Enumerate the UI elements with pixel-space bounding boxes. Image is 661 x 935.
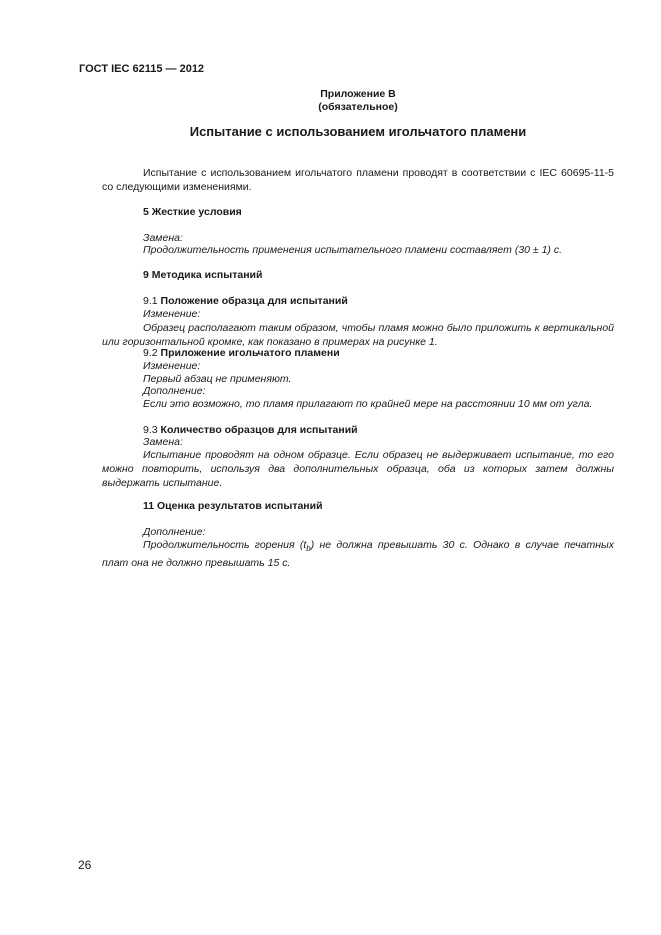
section-9-3-number: 9.3 <box>143 424 158 436</box>
section-11-label: Дополнение: <box>143 526 206 538</box>
section-11-text: Продолжительность горения $(t_b)$ не должна превышать 30 с. Однако в случае печатных плат она не должно превышать 15 с. <box>102 539 615 570</box>
section-9-2-text-1: Первый абзац не применяют. <box>143 373 292 385</box>
section-5-label: Замена: <box>143 232 183 244</box>
section-9-1-number: 9.1 <box>143 295 158 307</box>
section-9-2-text-2: Если это возможно, то пламя прилагают по крайней мере на расстоянии 10 мм от угла. <box>143 398 593 410</box>
section-9-2-number: 9.2 <box>143 347 158 359</box>
section-9-1-label: Изменение: <box>143 308 201 320</box>
section-9-3-text: Испытание проводят на одном образце. Если образец не выдерживает испытание, то его можно повторить, используя два дополнительных образца, оба из которых затем должны выдержать испытание. <box>102 449 614 489</box>
section-9-1-heading <box>143 294 348 308</box>
annex-type: (обязательное) <box>318 101 398 113</box>
section-5-text: Продолжительность применения испытательного пламени составляет (30 ± 1) с. <box>143 244 563 256</box>
intro-paragraph: Испытание с использованием игольчатого пламени проводят в соответствии с IEC 60695-11-5 со следующими изменениями. <box>102 167 614 193</box>
section-9-2-label-2: Дополнение: <box>143 385 206 397</box>
section-9-heading: 9 Методика испытаний <box>143 269 263 281</box>
document-code: ГОСТ IEC 62115 — 2012 <box>79 63 205 75</box>
page-number: 26 <box>78 858 92 872</box>
subscript-b: b <box>306 544 311 554</box>
section-9-2-title: Приложение игольчатого пламени <box>160 347 340 359</box>
section-9-3-label: Замена: <box>143 436 183 448</box>
section-9-3-title: Количество образцов для испытаний <box>160 424 358 436</box>
section-9-2-heading <box>143 346 340 360</box>
section-9-1-title: Положение образца для испытаний <box>160 295 348 307</box>
annex-title: Приложение В <box>320 88 396 100</box>
section-11-heading: 11 Оценка результатов испытаний <box>143 500 323 512</box>
section-9-1-text: Образец располагают таким образом, чтобы пламя можно было приложить к вертикальной или горизонтальной кромке, как показано в примерах на рисунке 1. <box>102 322 614 348</box>
section-9-2-label-1: Изменение: <box>143 360 201 372</box>
main-title: Испытание с использованием игольчатого пламени <box>189 124 527 139</box>
section-5-heading: 5 Жесткие условия <box>143 206 242 218</box>
